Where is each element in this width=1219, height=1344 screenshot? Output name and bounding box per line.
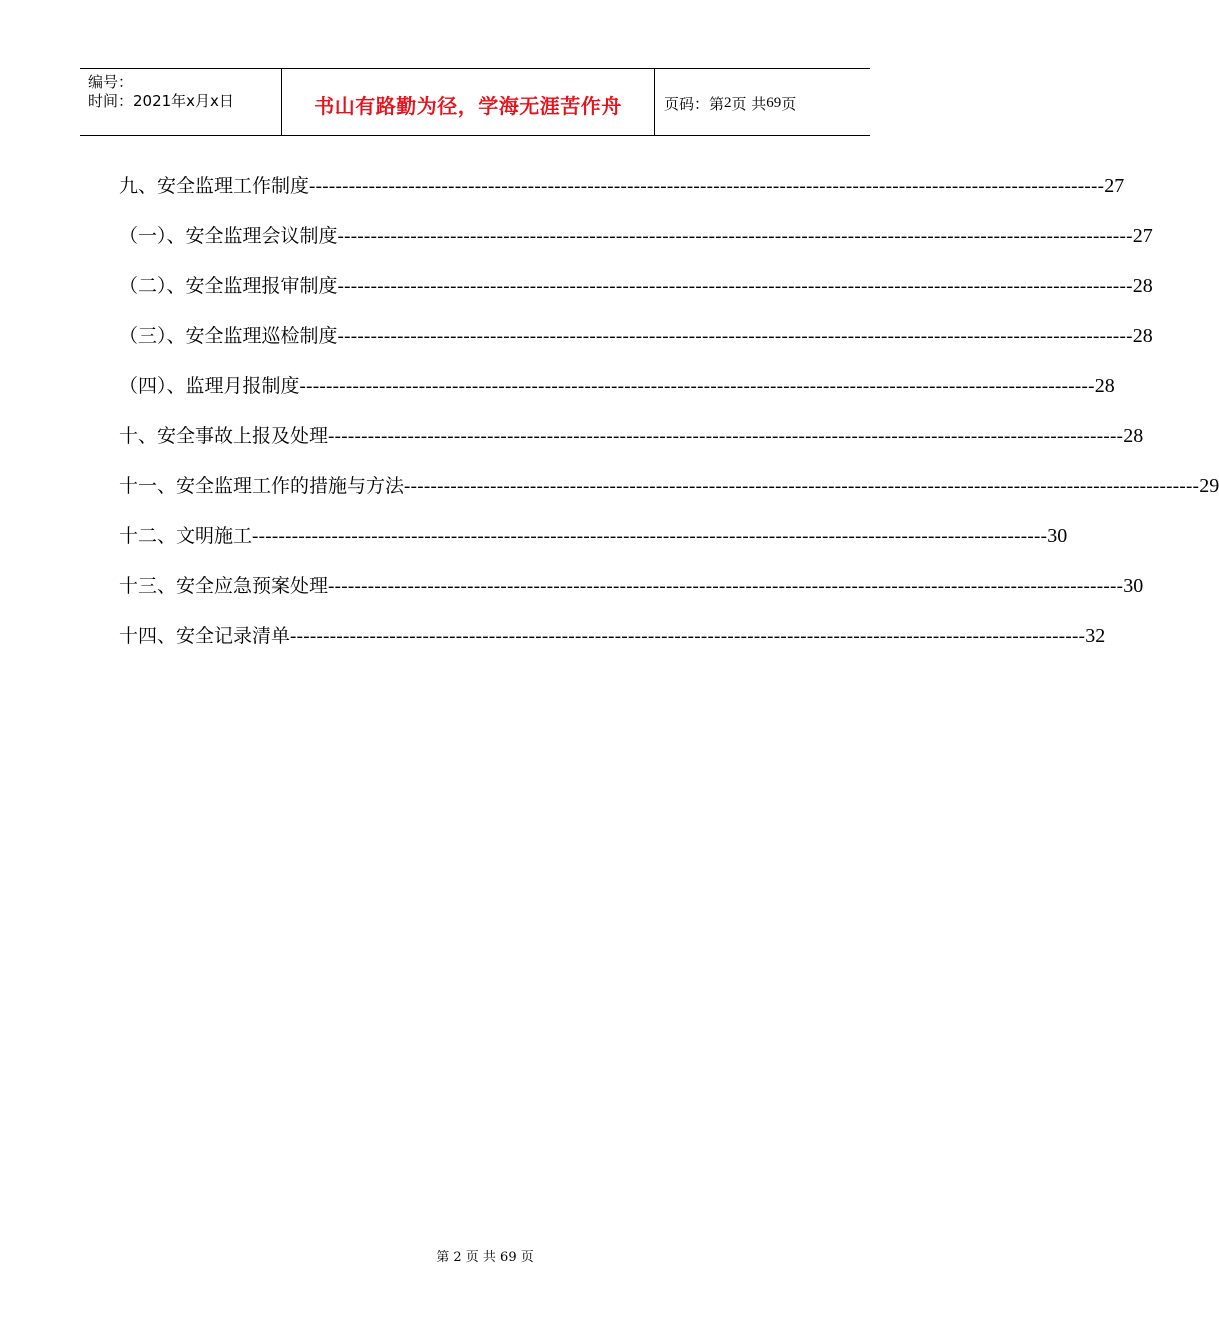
header-page-current: 2 — [724, 95, 732, 111]
toc-entry-label: （一）、安全监理会议制度 — [119, 225, 338, 247]
toc-entry[interactable] — [119, 371, 1115, 401]
toc-entry[interactable] — [119, 471, 1219, 501]
toc-entry-page: 29 — [1199, 475, 1219, 497]
toc-entry-label: 十、安全事故上报及处理 — [119, 425, 329, 447]
toc-entry[interactable] — [119, 571, 1144, 601]
toc-entry-label: 十四、安全记录清单 — [119, 625, 291, 647]
toc-entry-page: 32 — [1085, 625, 1106, 647]
toc-entry-page: 27 — [1132, 225, 1153, 247]
toc-leader-dashes: ------------------------------------------------------------------------------------------------------------------------ — [252, 526, 1048, 547]
toc-entry-label: 十三、安全应急预案处理 — [119, 575, 329, 597]
toc-entry-label: 九、安全监理工作制度 — [119, 175, 310, 197]
toc-leader-dashes: ------------------------------------------------------------------------------------------------------------------------ — [337, 226, 1133, 247]
toc-leader-dashes: ------------------------------------------------------------------------------------------------------------------------ — [328, 576, 1124, 597]
header-page-prefix: 页码：第 — [664, 95, 725, 113]
toc-leader-dashes: ------------------------------------------------------------------------------------------------------------------------ — [337, 276, 1133, 297]
toc-entry-page: 28 — [1132, 325, 1153, 347]
toc-entry-label: 十二、文明施工 — [119, 525, 253, 547]
toc-leader-dashes: ------------------------------------------------------------------------------------------------------------------------ — [328, 426, 1124, 447]
toc-leader-dashes: ------------------------------------------------------------------------------------------------------------------------ — [337, 326, 1133, 347]
toc-entry-page: 27 — [1104, 175, 1125, 197]
toc-entry[interactable] — [119, 321, 1153, 351]
toc-entry[interactable] — [119, 171, 1125, 201]
toc-entry[interactable] — [119, 221, 1153, 251]
toc-entry-label: （四）、监理月报制度 — [119, 375, 300, 397]
header-page-total: 69 — [766, 95, 782, 111]
document-number-label: 编号： — [88, 73, 134, 91]
toc-entry-page: 28 — [1132, 275, 1153, 297]
header-page-mid: 页 共 — [731, 95, 767, 113]
toc-entry-label: （二）、安全监理报审制度 — [119, 275, 338, 297]
toc-entry-label: 十一、安全监理工作的措施与方法 — [119, 475, 405, 497]
toc-leader-dashes: ------------------------------------------------------------------------------------------------------------------------ — [404, 476, 1200, 497]
header-motto-cell — [282, 69, 655, 136]
toc-entry-page: 28 — [1094, 375, 1115, 397]
toc-entry-label: （三）、安全监理巡检制度 — [119, 325, 338, 347]
header-page-cell — [655, 69, 870, 136]
toc-entry[interactable] — [119, 271, 1153, 301]
toc-entry[interactable] — [119, 421, 1144, 451]
toc-entry[interactable] — [119, 621, 1106, 651]
page-footer: 第 2 页 共 69 页 — [436, 1250, 534, 1265]
toc-entry-page: 30 — [1123, 575, 1144, 597]
document-time-label: 时间：2021年x月x日 — [88, 92, 234, 110]
header-meta-cell — [80, 69, 282, 136]
header-page-suffix: 页 — [781, 95, 797, 113]
page-header — [80, 68, 870, 136]
toc-leader-dashes: ------------------------------------------------------------------------------------------------------------------------ — [290, 626, 1086, 647]
toc-leader-dashes: ------------------------------------------------------------------------------------------------------------------------ — [299, 376, 1095, 397]
toc-entry-page: 30 — [1047, 525, 1068, 547]
toc-entry-page: 28 — [1123, 425, 1144, 447]
toc-entry[interactable] — [119, 521, 1068, 551]
header-motto: 书山有路勤为径，学海无涯苦作舟 — [314, 94, 622, 118]
toc-leader-dashes: ------------------------------------------------------------------------------------------------------------------------ — [309, 176, 1105, 197]
